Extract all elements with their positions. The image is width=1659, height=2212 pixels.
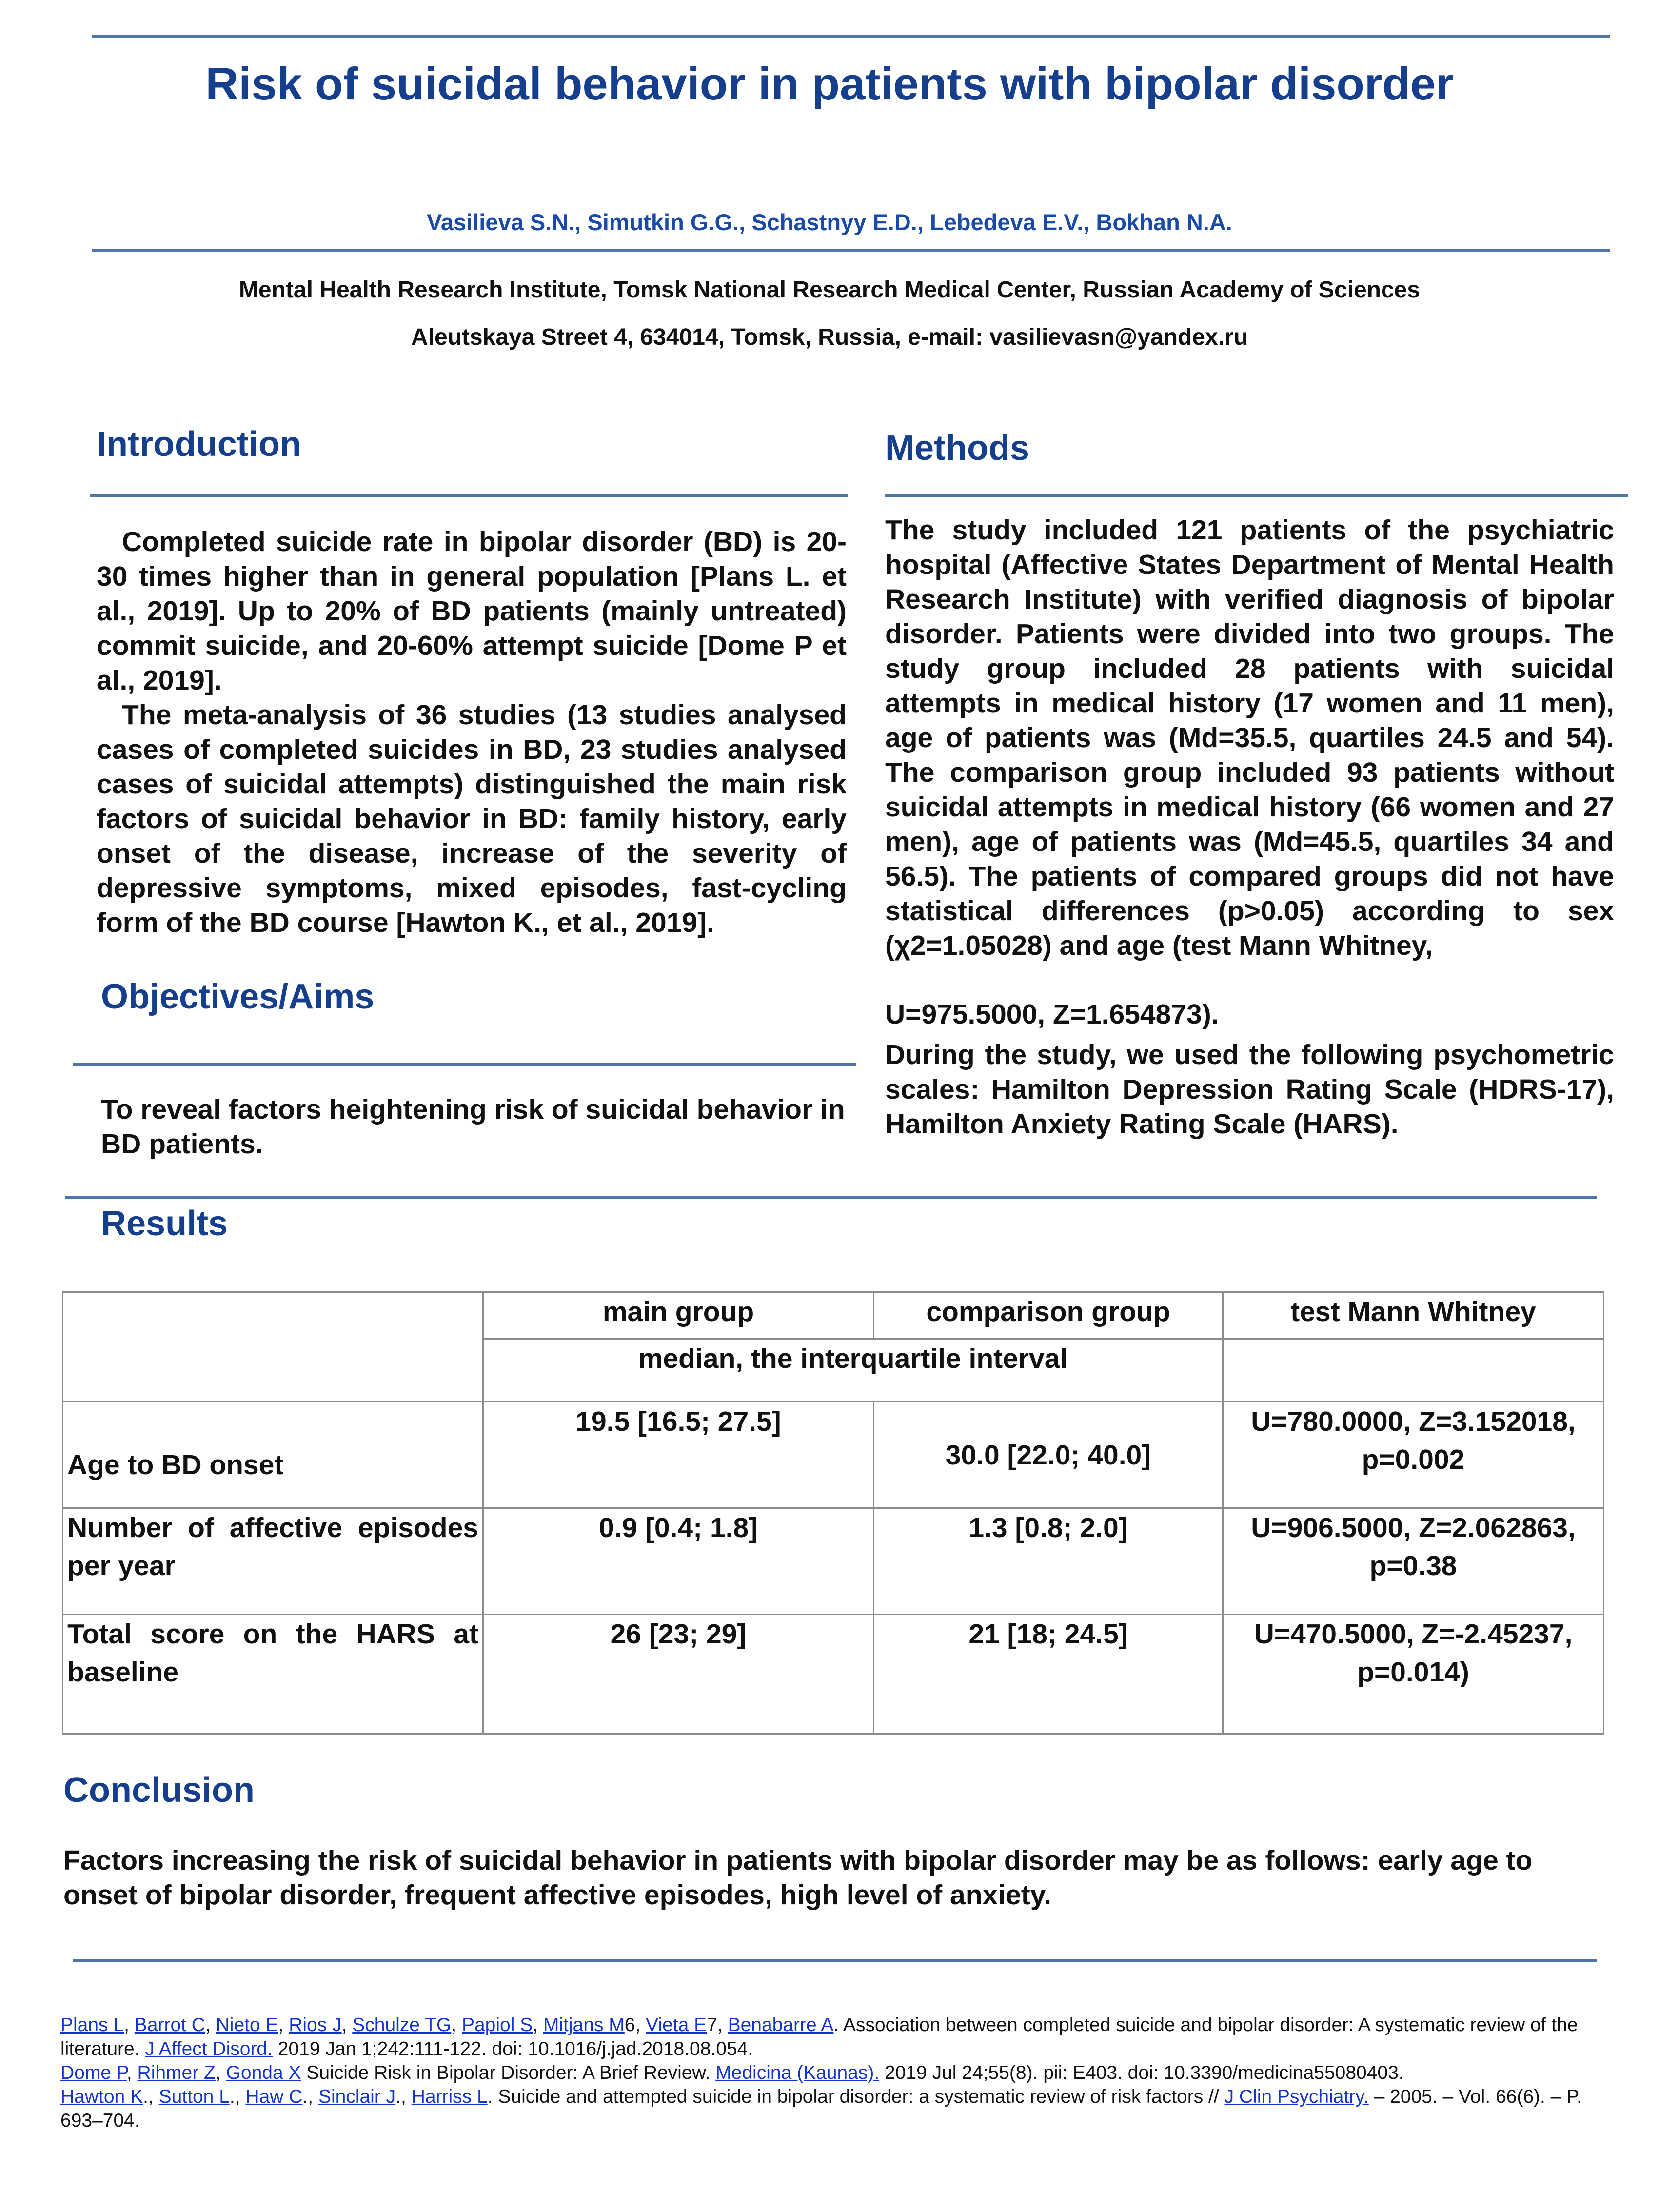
table-row bbox=[63, 1615, 1604, 1734]
ref3-author-link[interactable]: Harriss L bbox=[411, 2086, 488, 2107]
column-header-test: test Mann Whitney bbox=[1223, 1292, 1604, 1339]
test-p-value: p=0.38 bbox=[1369, 1550, 1457, 1581]
ref2-author-link[interactable]: Rihmer Z bbox=[137, 2062, 216, 2083]
methods-body bbox=[885, 513, 1614, 1142]
table-row bbox=[63, 1508, 1604, 1615]
table-row bbox=[63, 1402, 1604, 1508]
cell-comparison: 30.0 [22.0; 40.0] bbox=[874, 1402, 1223, 1508]
ref1-author-link[interactable]: Papiol S bbox=[461, 2014, 533, 2035]
ref1-author-link[interactable]: Barrot C bbox=[134, 2014, 205, 2035]
row-label: Number of affective episodes per year bbox=[63, 1508, 483, 1615]
ref2-author-link[interactable]: Gonda X bbox=[226, 2062, 301, 2083]
ref3-author-link[interactable]: Sutton L bbox=[158, 2086, 230, 2107]
methods-rule bbox=[885, 494, 1628, 497]
poster-title: Risk of suicidal behavior in patients with bipolar disorder bbox=[205, 58, 1454, 109]
ref1-text: . Association between completed suicide and bipolar disorder: A systematic review of the literature. bbox=[60, 2014, 1578, 2059]
ref1-tail: 2019 Jan 1;242:111-122. doi: 10.1016/j.jad.2018.08.054. bbox=[272, 2038, 753, 2059]
row-label: Age to BD onset bbox=[63, 1402, 483, 1508]
authors: Vasilieva S.N., Simutkin G.G., Schastnyy E.D., Lebedeva E.V., Bokhan N.A. bbox=[427, 209, 1232, 235]
ref3-author-link[interactable]: Sinclair J bbox=[318, 2086, 396, 2107]
ref2-journal-link[interactable]: Medicina (Kaunas). bbox=[715, 2062, 880, 2083]
ref3-tail: – 2005. – Vol. 66(6). – P. 693–704. bbox=[60, 2086, 1582, 2131]
top-rule bbox=[92, 35, 1610, 38]
affiliation-line-2: Aleutskaya Street 4, 634014, Tomsk, Russia, e-mail: vasilievasn@yandex.ru bbox=[411, 324, 1248, 350]
objectives-heading: Objectives/Aims bbox=[101, 977, 375, 1016]
test-statistic: U=470.5000, Z=-2.45237, bbox=[1254, 1619, 1573, 1650]
cell-test bbox=[1223, 1615, 1604, 1734]
test-p-value: p=0.002 bbox=[1362, 1444, 1465, 1475]
ref1-author-link[interactable]: Benabarre A bbox=[728, 2014, 834, 2035]
ref3-journal-link[interactable]: J Clin Psychiatry. bbox=[1224, 2086, 1369, 2107]
ref2-author-link[interactable]: Dome P bbox=[60, 2062, 127, 2083]
methods-paragraph-1: The study included 121 patients of the psychiatric hospital (Affective States Department of Mental Health Research Institute) with verified diagnosis of bipolar disorder. Patients were divided into two groups. The study group included 28 patients with suicidal attempts in medical history (17 women and 11 men), age of patients was (Md=35.5, quartiles 24.5 and 54). The comparison group included 93 patients without suicidal attempts in medical history (66 women and 27 men), age of patients was (Md=45.5, quartiles 34 and 56.5). The patients of compared groups did not have statistical differences (p>0.05) according to sex (χ2=1.05028) and age (test Mann Whitney, bbox=[885, 514, 1614, 961]
test-statistic: U=906.5000, Z=2.062863, bbox=[1251, 1512, 1576, 1543]
subheader-median: median, the interquartile interval bbox=[483, 1339, 1223, 1402]
objectives-rule bbox=[73, 1063, 856, 1066]
conclusion-heading: Conclusion bbox=[63, 1771, 255, 1810]
ref1-author-link[interactable]: Plans L bbox=[60, 2014, 124, 2035]
references bbox=[60, 2013, 1597, 2133]
ref1-journal-link[interactable]: J Affect Disord. bbox=[145, 2038, 273, 2059]
introduction-rule bbox=[90, 494, 848, 497]
methods-heading: Methods bbox=[885, 429, 1029, 468]
row-label: Total score on the HARS at baseline bbox=[63, 1615, 483, 1734]
test-p-value: p=0.014) bbox=[1357, 1657, 1469, 1688]
results-heading: Results bbox=[101, 1204, 228, 1243]
ref1-author-link[interactable]: Nieto E bbox=[216, 2014, 278, 2035]
ref1-author-link[interactable]: Schulze TG bbox=[352, 2014, 452, 2035]
introduction-paragraph-1: Completed suicide rate in bipolar disorder (BD) is 20-30 times higher than in general population [Plans L. et al., 2019]. Up to 20% of BD patients (mainly untreated) commit suicide, and 20-60% attempt suicide [Dome P et al., 2019]. bbox=[97, 526, 847, 696]
cell-main: 26 [23; 29] bbox=[483, 1615, 874, 1734]
reference-1: Plans L, Barrot C, Nieto E, Rios J, Schulze TG, Papiol S, Mitjans M6, Vieta E7, Benabarre A. Association between completed suicide and bipolar disorder: A systematic review of the literature. J Affect Disord. 2019 Jan 1;242:111-122. doi: 10.1016/j.jad.2018.08.054. bbox=[60, 2014, 1578, 2059]
results-rule bbox=[65, 1196, 1597, 1199]
cell-test bbox=[1223, 1402, 1604, 1508]
conclusion-rule bbox=[73, 1959, 1597, 1962]
column-header-comparison-group: comparison group bbox=[874, 1292, 1223, 1339]
methods-mann-whitney-result: U=975.5000, Z=1.654873). bbox=[885, 999, 1219, 1030]
cell-main: 19.5 [16.5; 27.5] bbox=[483, 1402, 874, 1508]
ref1-author-link[interactable]: Rios J bbox=[289, 2014, 342, 2035]
introduction-body bbox=[97, 525, 847, 940]
cell-test bbox=[1223, 1508, 1604, 1615]
ref3-author-link[interactable]: Hawton K bbox=[60, 2086, 143, 2107]
ref2-tail: 2019 Jul 24;55(8). pii: E403. doi: 10.3390/medicina55080403. bbox=[879, 2062, 1404, 2083]
ref1-author-link[interactable]: Vieta E bbox=[646, 2014, 707, 2035]
results-table bbox=[62, 1291, 1604, 1735]
header-rule bbox=[92, 249, 1610, 252]
subheader-empty-cell bbox=[1223, 1339, 1604, 1402]
cell-main: 0.9 [0.4; 1.8] bbox=[483, 1508, 874, 1615]
conclusion-text: Factors increasing the risk of suicidal behavior in patients with bipolar disorder may be as follows: early age to onset of bipolar disorder, frequent affective episodes, high level of anxiety. bbox=[63, 1845, 1533, 1911]
ref3-text: . Suicide and attempted suicide in bipolar disorder: a systematic review of risk factors // bbox=[487, 2086, 1224, 2107]
column-header-main-group: main group bbox=[483, 1292, 874, 1339]
ref3-author-link[interactable]: Haw C bbox=[245, 2086, 303, 2107]
table-corner-cell bbox=[63, 1292, 483, 1402]
ref1-author-link[interactable]: Mitjans M bbox=[543, 2014, 625, 2035]
introduction-heading: Introduction bbox=[97, 425, 301, 464]
objectives-text: To reveal factors heightening risk of suicidal behavior in BD patients. bbox=[101, 1094, 845, 1160]
cell-comparison: 1.3 [0.8; 2.0] bbox=[874, 1508, 1223, 1615]
ref2-text: Suicide Risk in Bipolar Disorder: A Brief Review. bbox=[301, 2062, 716, 2083]
affiliation-line-1: Mental Health Research Institute, Tomsk National Research Medical Center, Russian Academy of Sciences bbox=[238, 277, 1421, 303]
test-statistic: U=780.0000, Z=3.152018, bbox=[1251, 1406, 1576, 1437]
reference-2: Dome P, Rihmer Z, Gonda X Suicide Risk in Bipolar Disorder: A Brief Review. Medicina (Kaunas). 2019 Jul 24;55(8). pii: E403. doi: 10.3390/medicina55080403. bbox=[60, 2062, 1404, 2083]
introduction-paragraph-2: The meta-analysis of 36 studies (13 studies analysed cases of completed suicides in BD, 23 studies analysed cases of suicidal attempts) distinguished the main risk factors of suicidal behavior in BD: family history, early onset of the disease, increase of the severity of depressive symptoms, mixed episodes, fast-cycling form of the BD course [Hawton K., et al., 2019]. bbox=[97, 699, 847, 938]
cell-comparison: 21 [18; 24.5] bbox=[874, 1615, 1223, 1734]
methods-paragraph-scales: During the study, we used the following psychometric scales: Hamilton Depression Rating Scale (HDRS-17), Hamilton Anxiety Rating Scale (HARS). bbox=[885, 1039, 1614, 1140]
reference-3: Hawton K., Sutton L., Haw C., Sinclair J., Harriss L. Suicide and attempted suicide in bipolar disorder: a systematic review of risk factors // J Clin Psychiatry. – 2005. – Vol. 66(6). – P. 693–704. bbox=[60, 2086, 1582, 2131]
